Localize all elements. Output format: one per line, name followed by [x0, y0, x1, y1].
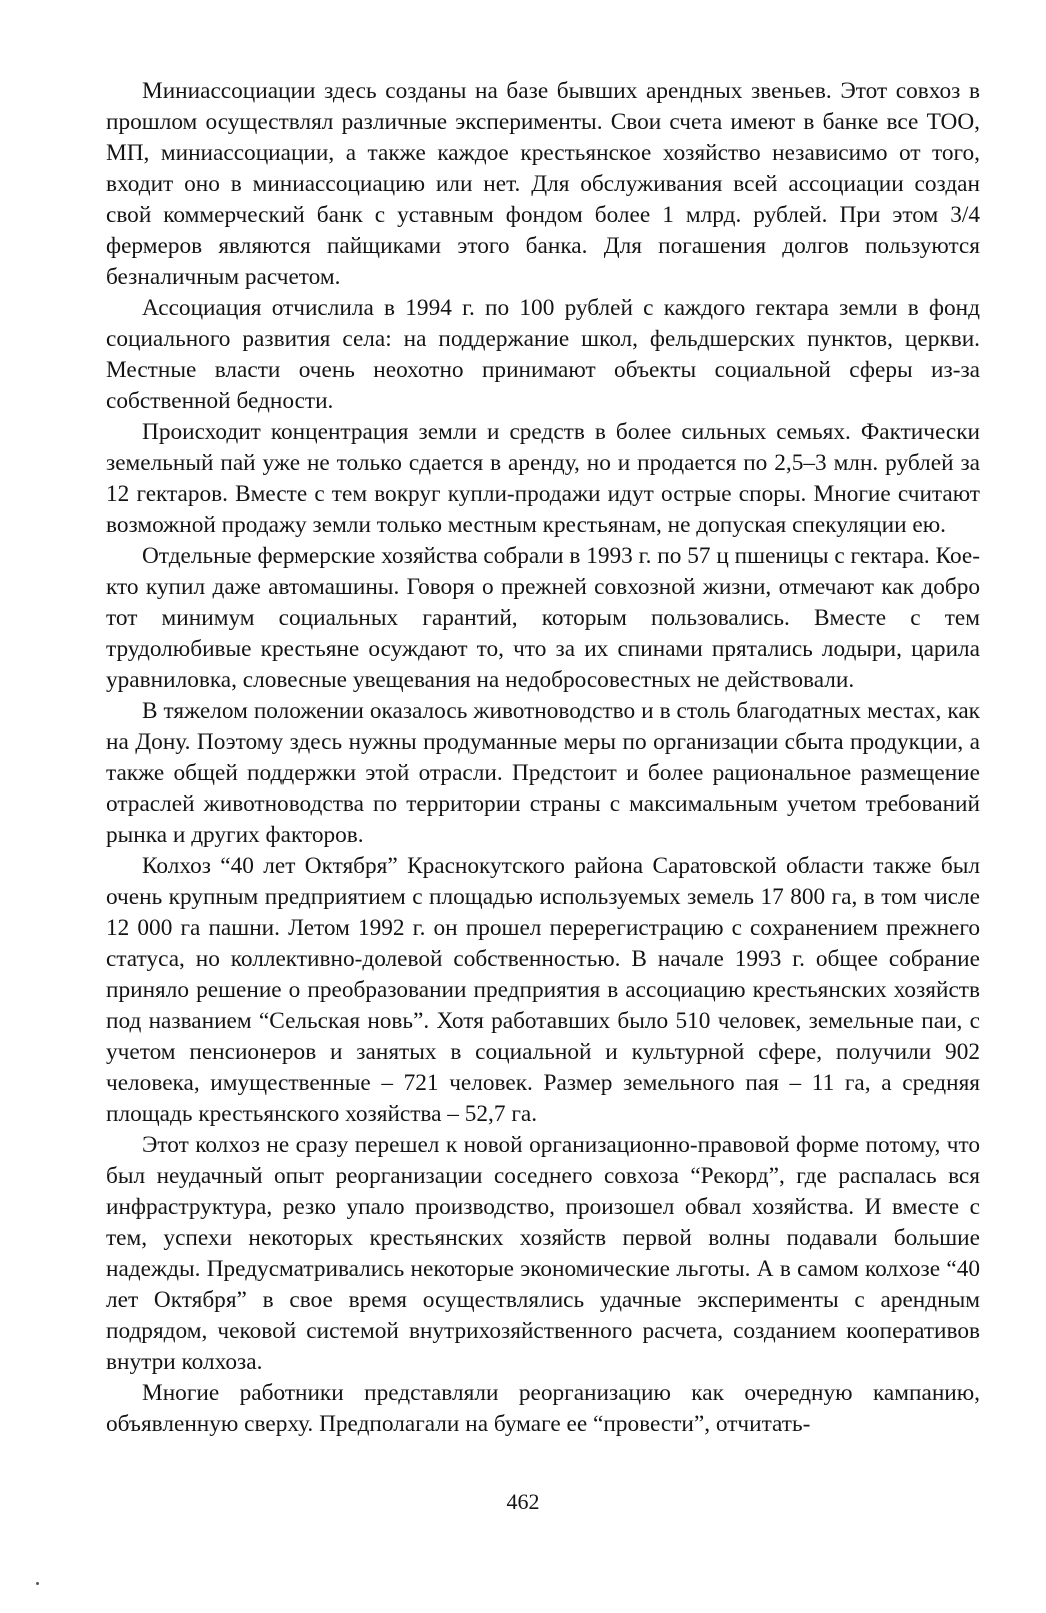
paragraph-2: Ассоциация отчислила в 1994 г. по 100 рублей с каждого гектара земли в фонд социального развития села: на поддержание школ, фельдшерских пунктов, церкви. Местные власти очень неохотно принимают объекты социальной сферы из-за собственной бедности.: [106, 295, 980, 414]
page-number: 462: [506, 1489, 540, 1514]
paragraph-8: Многие работники представляли реорганизацию как очередную кампанию, объявленную сверху. Предполагали на бумаге ее “провести”, отчитать-: [106, 1380, 980, 1437]
paragraph-4: Отдельные фермерские хозяйства собрали в 1993 г. по 57 ц пшеницы с гектара. Кое-кто купил даже автомашины. Говоря о прежней совхозной жизни, отмечают как добро тот минимум социальных гарантий, которым пользовались. Вместе с тем трудолюбивые крестьяне осуждают то, что за их спинами прятались лодыри, царила уравниловка, словесные увещевания на недобросовестных не действовали.: [106, 543, 980, 693]
body-text: [106, 76, 980, 1440]
paragraph-7: Этот колхоз не сразу перешел к новой организационно-правовой форме потому, что был неудачный опыт реорганизации соседнего совхоза “Рекорд”, где распалась вся инфраструктура, резко упало производство, произошел обвал хозяйства. И вместе с тем, успехи некоторых крестьянских хозяйств первой волны подавали большие надежды. Предусматривались некоторые экономические льготы. А в самом колхозе “40 лет Октября” в свое время осуществлялись удачные эксперименты с арендным подрядом, чековой системой внутрихозяйственного расчета, созданием кооперативов внутри колхоза.: [106, 1132, 980, 1375]
paragraph-1: Миниассоциации здесь созданы на базе бывших арендных звеньев. Этот совхоз в прошлом осуществлял различные эксперименты. Свои счета имеют в банке все ТОО, МП, миниассоциации, а также каждое крестьянское хозяйство независимо от того, входит оно в миниассоциацию или нет. Для обслуживания всей ассоциации создан свой коммерческий банк с уставным фондом более 1 млрд. рублей. При этом 3/4 фермеров являются пайщиками этого банка. Для погашения долгов пользуются безналичным расчетом.: [106, 78, 980, 290]
paragraph-6: Колхоз “40 лет Октября” Краснокутского района Саратовской области также был очень крупным предприятием с площадью используемых земель 17 800 га, в том числе 12 000 га пашни. Летом 1992 г. он прошел перерегистрацию с сохранением прежнего статуса, но коллективно-долевой собственностью. В начале 1993 г. общее собрание приняло решение о преобразовании предприятия в ассоциацию крестьянских хозяйств под названием “Сельская новь”. Хотя работавших было 510 человек, земельные паи, с учетом пенсионеров и занятых в социальной и культурной сфере, получили 902 человека, имущественные – 721 человек. Размер земельного пая – 11 га, а средняя площадь крестьянского хозяйства – 52,7 га.: [106, 853, 980, 1127]
paragraph-3: Происходит концентрация земли и средств в более сильных семьях. Фактически земельный пай уже не только сдается в аренду, но и продается по 2,5–3 млн. рублей за 12 гектаров. Вместе с тем вокруг купли-продажи идут острые споры. Многие считают возможной продажу земли только местным крестьянам, не допуская спекуляции ею.: [106, 419, 980, 538]
paragraph-5: В тяжелом положении оказалось животноводство и в столь благодатных местах, как на Дону. Поэтому здесь нужны продуманные меры по организации сбыта продукции, а также общей поддержки этой отрасли. Предстоит и более рациональное размещение отраслей животноводства по территории страны с максимальным учетом требований рынка и других факторов.: [106, 698, 980, 848]
scan-speck: [36, 1582, 39, 1585]
